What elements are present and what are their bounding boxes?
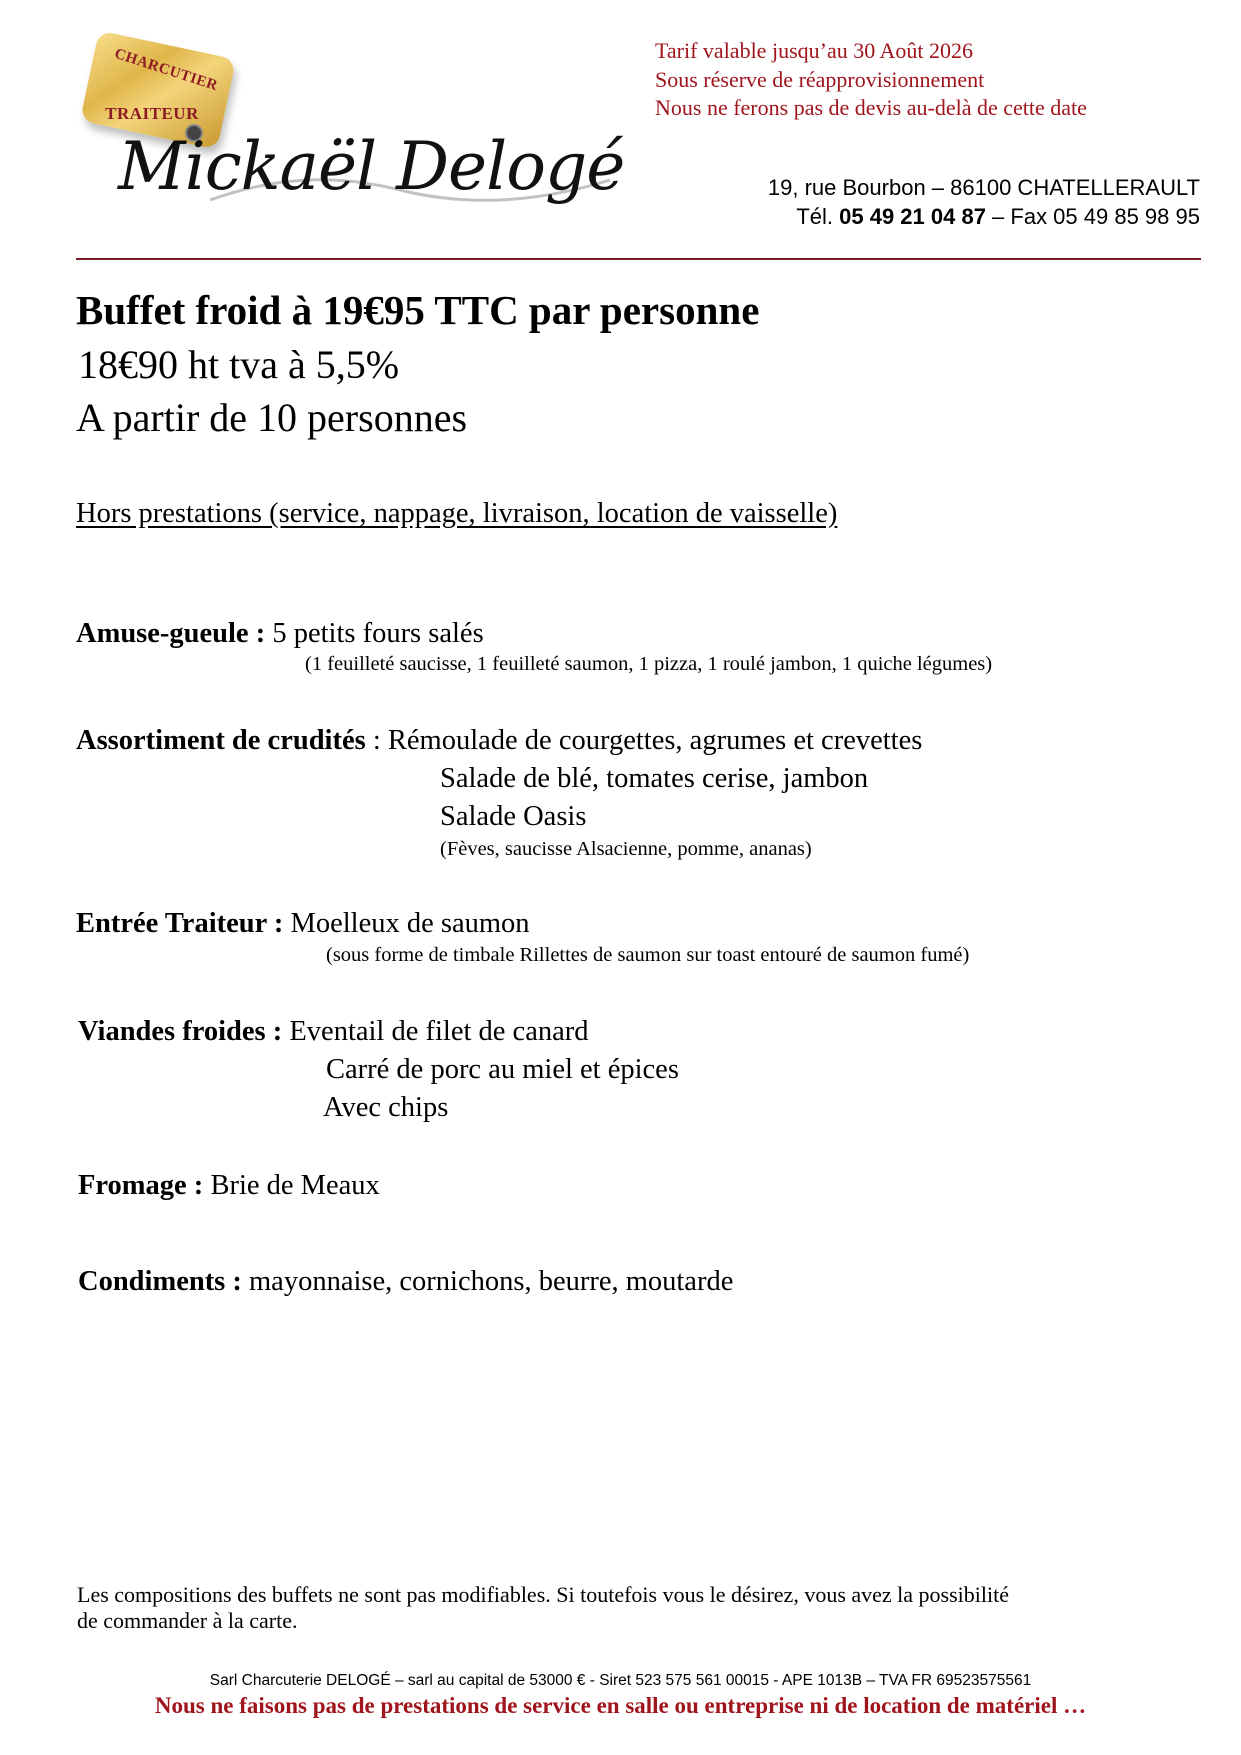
category-label: Assortiment de crudités: [76, 725, 366, 756]
separator: :: [365, 725, 388, 756]
notice-stock: Sous réserve de réapprovisionnement: [655, 66, 985, 92]
category-label: Condiments :: [78, 1266, 242, 1297]
tel-number: 05 49 21 04 87: [839, 204, 986, 229]
category-label: Viandes froides :: [78, 1016, 283, 1047]
menu-note: (1 feuilleté saucisse, 1 feuilleté saumon, 1 pizza, 1 roulé jambon, 1 quiche légumes): [305, 653, 993, 675]
footer-warning: Nous ne faisons pas de prestations de service en salle ou entreprise ni de location de matériel …: [154, 1693, 1087, 1718]
footer-legal: Sarl Charcuterie DELOGÉ – sarl au capital de 53000 € - Siret 523 575 561 00015 - APE 1013B – TVA FR 69523575561: [209, 1672, 1032, 1689]
logo-tag-charcutier: CHARCUTIER: [112, 45, 220, 95]
footer-info-line2: de commander à la carte.: [77, 1608, 298, 1633]
menu-item: Carré de porc au miel et épices: [326, 1054, 679, 1085]
offer-title: Buffet froid à 19€95 TTC par personne: [76, 287, 760, 333]
menu-note: (sous forme de timbale Rillettes de saumon sur toast entouré de saumon fumé): [326, 944, 970, 966]
menu-item: Salade Oasis: [440, 801, 587, 832]
header-notices: [655, 37, 1087, 123]
menu-item: Salade de blé, tomates cerise, jambon: [440, 763, 869, 794]
fax-number: – Fax 05 49 85 98 95: [985, 204, 1200, 229]
menu-fromage: [78, 1170, 380, 1202]
menu-condiments: [78, 1266, 733, 1298]
category-label: Fromage :: [78, 1170, 204, 1201]
logo-tag-traiteur: TRAITEUR: [105, 104, 199, 123]
notice-quote: Nous ne ferons pas de devis au-delà de cette date: [655, 95, 1087, 120]
menu-item: Moelleux de saumon: [283, 908, 530, 939]
menu-item: Brie de Meaux: [203, 1170, 380, 1201]
category-label: Entrée Traiteur :: [76, 908, 284, 939]
menu-entree: [76, 908, 530, 940]
menu-item: Eventail de filet de canard: [282, 1016, 589, 1047]
logo-signature: Mickaël Delogé: [118, 128, 625, 205]
menu-note: (Fèves, saucisse Alsacienne, pomme, ananas): [440, 838, 812, 860]
address-line: 19, rue Bourbon – 86100 CHATELLERAULT: [767, 175, 1200, 200]
menu-crudites: [76, 725, 922, 757]
menu-item: Rémoulade de courgettes, agrumes et crevettes: [387, 725, 923, 756]
notice-validity: Tarif valable jusqu’au 30 Août 2026: [655, 38, 974, 63]
menu-item: Avec chips: [323, 1092, 449, 1123]
header-divider: [76, 258, 1201, 260]
tel-label: Tél.: [796, 204, 840, 229]
menu-item: 5 petits fours salés: [265, 618, 484, 649]
offer-minimum: A partir de 10 personnes: [76, 395, 468, 440]
contact-line: [796, 204, 1200, 230]
menu-amuse-gueule: [76, 618, 484, 650]
menu-viandes: [78, 1016, 589, 1048]
offer-exclusions: Hors prestations (service, nappage, livraison, location de vaisselle): [76, 498, 838, 529]
offer-price-ht: 18€90 ht tva à 5,5%: [78, 342, 400, 387]
category-label: Amuse-gueule :: [76, 618, 266, 649]
footer-info-line1: Les compositions des buffets ne sont pas modifiables. Si toutefois vous le désirez, vous avez la possibilité: [77, 1582, 1010, 1607]
menu-item: mayonnaise, cornichons, beurre, moutarde: [241, 1266, 734, 1297]
